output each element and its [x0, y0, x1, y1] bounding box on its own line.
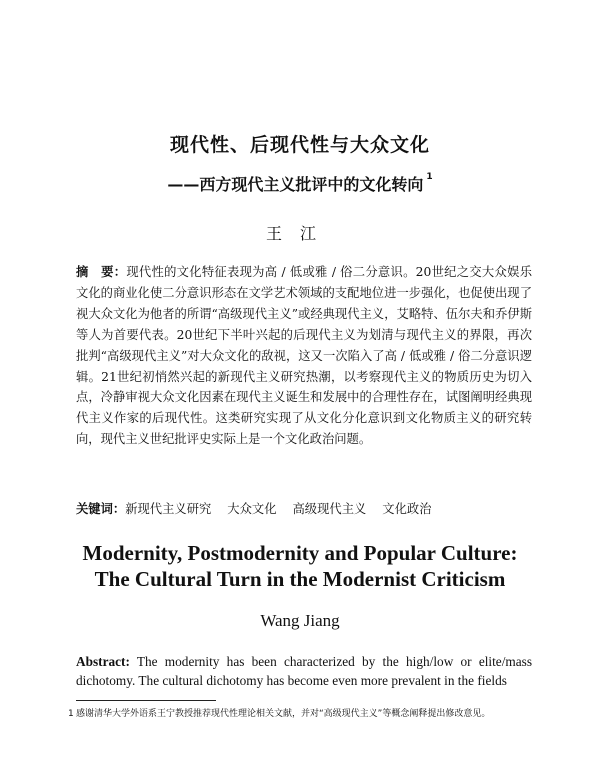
chinese-subtitle-text: ——西方现代主义批评中的文化转向: [167, 175, 424, 194]
english-author: Wang Jiang: [260, 611, 340, 630]
english-abstract: [76, 652, 532, 690]
english-abstract-label: Abstract:: [76, 654, 130, 669]
keyword: 新现代主义研究: [125, 502, 212, 516]
keyword: 大众文化: [227, 502, 277, 516]
chinese-title: 现代性、后现代性与大众文化: [169, 134, 430, 156]
english-title-line: The Cultural Turn in the Modernist Criticism: [94, 567, 506, 591]
chinese-abstract: [76, 262, 532, 450]
footnote: [68, 707, 532, 721]
footnote-divider: [76, 700, 216, 701]
keywords-label: 关键词：: [76, 502, 126, 516]
chinese-abstract-label: 摘 要：: [76, 265, 127, 279]
chinese-author: 王江: [265, 224, 334, 243]
footnote-text: 感谢清华大学外语系王宁教授推荐现代性理论相关文献，并对“高级现代主义”等概念阐释提出修改意见。: [76, 709, 491, 719]
footnote-reference: 1: [426, 172, 433, 182]
chinese-abstract-text: 现代性的文化特征表现为高 / 低或雅 / 俗二分意识。20世纪之交大众娱乐文化的商业化使二分意识形态在文学艺术领域的支配地位进一步强化，也促使出现了视大众文化为他者的所谓“高级现代主义”或经典现代主义，艾略特、伍尔夫和乔伊斯等人为首要代表。20世纪下半叶兴起的后现代主义为划清与现代主义的界限，再次批判“高级现代主义”对大众文化的敌视，这又一次陷入了高 / 低或雅 / 俗二分意识逻辑。21世纪初悄然兴起的新现代主义研究热潮，以考察现代主义的物质历史为切入点，冷静审视大众文化因素在现代主义诞生和发展中的合理性存在，试图阐明经典现代主义作家的后现代性。这类研究实现了从文化分化意识到文化物质主义的研究转向，现代主义世纪批评史实际上是一个文化政治问题。: [76, 265, 532, 447]
chinese-keywords: [76, 499, 532, 517]
english-abstract-text: The modernity has been characterized by the high/low or elite/mass dichotomy. The cultural dichotomy has become even more prevalent in the fields: [76, 654, 532, 688]
english-title-line: Modernity, Postmodernity and Popular Culture:: [82, 541, 518, 565]
chinese-subtitle: [0, 172, 600, 195]
keyword: 文化政治: [382, 502, 432, 516]
footnote-mark: 1: [68, 709, 74, 719]
english-title: [0, 540, 600, 592]
keyword: 高级现代主义: [292, 502, 367, 516]
